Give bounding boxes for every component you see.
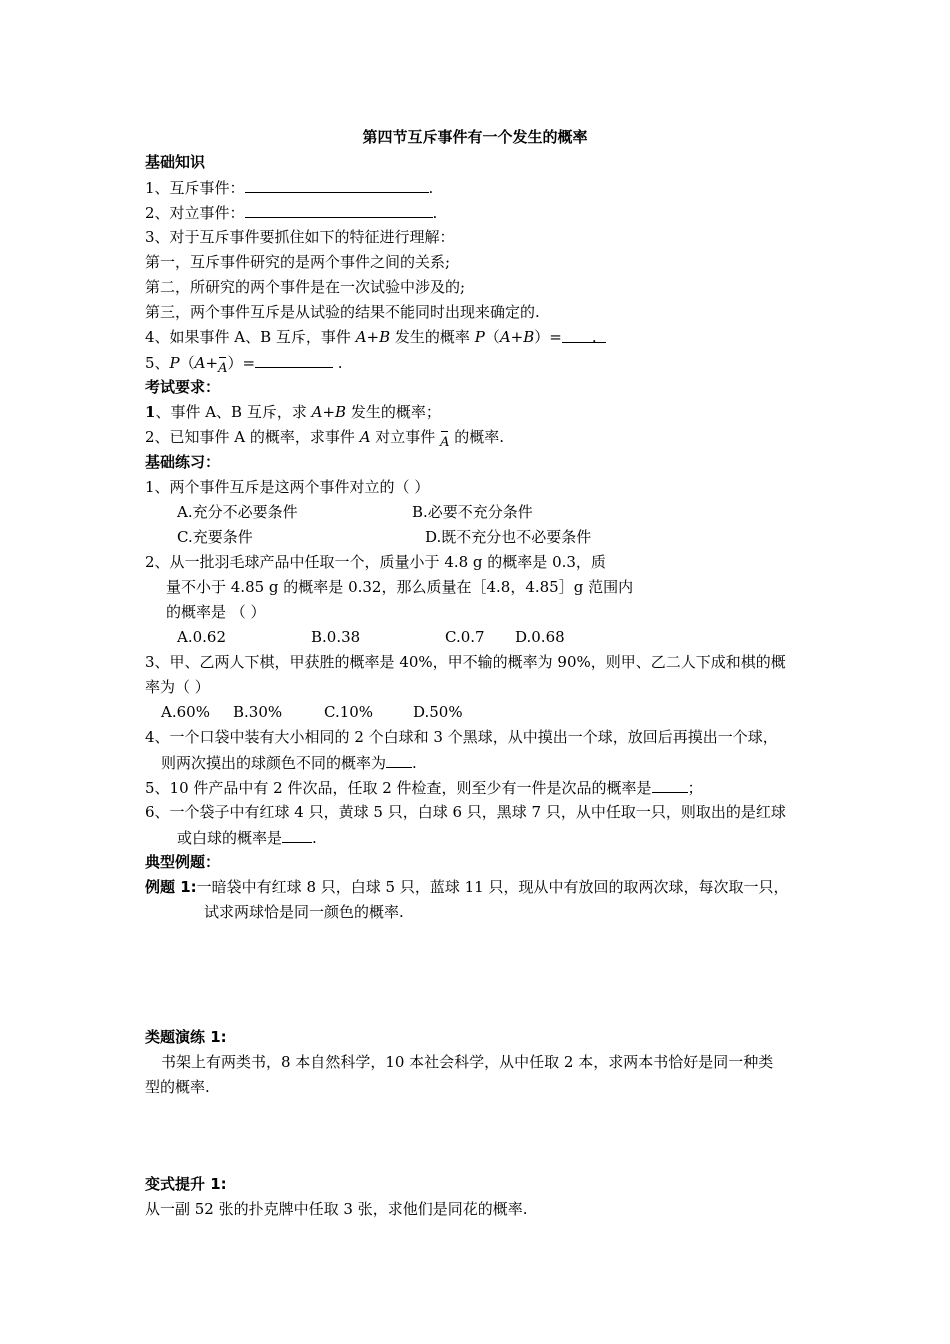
text: 、事件 A、B 互斥，求 [155, 403, 312, 421]
requirement-2 [145, 427, 504, 453]
text: ）= [534, 328, 562, 346]
text-line: 第二，所研究的两个事件是在一次试验中涉及的; [145, 278, 466, 296]
section-heading-basics: 基础知识 [145, 153, 206, 171]
q3-option-d: D.50% [413, 703, 463, 721]
question-6-line-1: 6、一个袋子中有红球 4 只，黄球 5 只，白球 6 只，黑球 7 只，从中任取一只，则取出的是红球 [145, 803, 786, 821]
a-bar: A [440, 433, 449, 453]
text: 发生的概率 [390, 328, 475, 346]
text: 一暗袋中有红球 8 只，白球 5 只，蓝球 11 只，现从中有放回的取两次球，每次取一只， [196, 878, 789, 896]
section-heading-drill: 类题演练 1: [145, 1028, 227, 1046]
text: . [333, 354, 343, 372]
q2-option-d: D.0.68 [515, 628, 565, 646]
math: A+ [194, 354, 219, 372]
example-label: 例题 1: [145, 878, 197, 896]
math: A+B [311, 403, 347, 421]
text: 1、互斥事件： [145, 179, 245, 197]
q1-option-c: C.充要条件 [177, 528, 253, 546]
math: P [474, 328, 485, 346]
text-line: 第三，两个事件互斥是从试验的结果不能同时出现来确定的. [145, 303, 540, 321]
question-4-line-2 [161, 752, 417, 773]
blank-line [652, 777, 688, 793]
math: P [169, 354, 180, 372]
q3-option-b: B.30% [233, 703, 283, 721]
blank-line [282, 827, 312, 843]
text: 2、对立事件： [145, 204, 245, 222]
mutually-exclusive-definition: 1、互斥事件： . [145, 179, 434, 197]
text: 对立事件 [370, 428, 441, 446]
text: 发生的概率； [346, 403, 441, 421]
q1-option-d: D.既不充分也不必要条件 [425, 528, 592, 546]
question-4-line-1: 4、一个口袋中装有大小相同的 2 个白球和 3 个黑球，从中摸出一个球，放回后再摸出一个球， [145, 728, 778, 746]
q2-option-b: B.0.38 [311, 628, 361, 646]
text: ）= [227, 354, 256, 372]
question-2-line-3: 的概率是 （ ） [166, 603, 266, 621]
math: A [359, 428, 371, 446]
q2-option-c: C.0.7 [445, 628, 485, 646]
example-1-line-1 [145, 877, 788, 897]
text: 则两次摸出的球颜色不同的概率为 [161, 754, 387, 772]
q1-option-b: B.必要不充分条件 [412, 503, 533, 521]
text: （ [484, 328, 500, 346]
text-line: 第一，互斥事件研究的是两个事件之间的关系; [145, 253, 451, 271]
text-line: 3、对于互斥事件要抓住如下的特征进行理解： [145, 228, 455, 246]
requirement-1 [145, 402, 441, 422]
question-3-line-1: 3、甲、乙两人下棋，甲获胜的概率是 40%，甲不输的概率为 90%，则甲、乙二人下成和棋的概 [145, 653, 786, 671]
section-heading-requirements: 考试要求： [145, 378, 221, 396]
section-heading-examples: 典型例题： [145, 853, 221, 871]
q3-option-a: A.60% [161, 703, 210, 721]
text: 5、 [145, 354, 170, 372]
q3-option-c: C.10% [324, 703, 374, 721]
question-2-line-2: 量不小于 4.85 g 的概率是 0.32，那么质量在［4.8，4.85］g 范围内 [166, 578, 634, 596]
text: 1 [145, 403, 156, 421]
section-heading-practice: 基础练习： [145, 453, 221, 471]
formula-line-5 [145, 352, 343, 379]
question-1: 1、两个事件互斥是这两个事件对立的（ ） [145, 478, 430, 496]
math: A+B [499, 328, 535, 346]
math: A+B [355, 328, 391, 346]
formula-line-4 [145, 327, 606, 347]
drill-line-2: 型的概率. [145, 1078, 210, 1096]
blank-line [386, 752, 412, 768]
question-6-line-2 [177, 827, 317, 848]
text: 5、10 件产品中有 2 件次品，任取 2 件检查，则至少有一件是次品的概率是 [145, 779, 652, 797]
blank-line [245, 202, 433, 218]
a-bar: A [218, 359, 227, 379]
drill-line-1: 书架上有两类书，8 本自然科学，10 本社会科学，从中任取 2 本，求两本书恰好是同一种类 [161, 1053, 774, 1071]
text: . [312, 829, 317, 847]
question-3-line-2: 率为（ ） [145, 678, 210, 696]
text: ； [687, 779, 703, 797]
text: . [412, 754, 417, 772]
question-5 [145, 777, 703, 798]
text: 的概率. [449, 428, 505, 446]
variation-line-1: 从一副 52 张的扑克牌中任取 3 张，求他们是同花的概率. [145, 1200, 528, 1218]
text: 或白球的概率是 [177, 829, 283, 847]
text: 2、已知事件 A 的概率，求事件 [145, 428, 360, 446]
question-2-line-1: 2、从一批羽毛球产品中任取一个，质量小于 4.8 g 的概率是 0.3，质 [145, 553, 606, 571]
q1-option-a: A.充分不必要条件 [177, 503, 298, 521]
complementary-definition: 2、对立事件： . [145, 204, 438, 222]
text: （ [179, 354, 195, 372]
text: 4、如果事件 A、B 互斥，事件 [145, 328, 356, 346]
example-1-line-2: 试求两球恰是同一颜色的概率. [204, 903, 404, 921]
section-heading-variation: 变式提升 1: [145, 1175, 227, 1193]
page-title: 第四节互斥事件有一个发生的概率 [362, 128, 588, 146]
text: . [591, 328, 597, 346]
blank-line [245, 177, 429, 193]
blank-line [562, 327, 606, 346]
blank-line [255, 352, 333, 368]
q2-option-a: A.0.62 [177, 628, 226, 646]
